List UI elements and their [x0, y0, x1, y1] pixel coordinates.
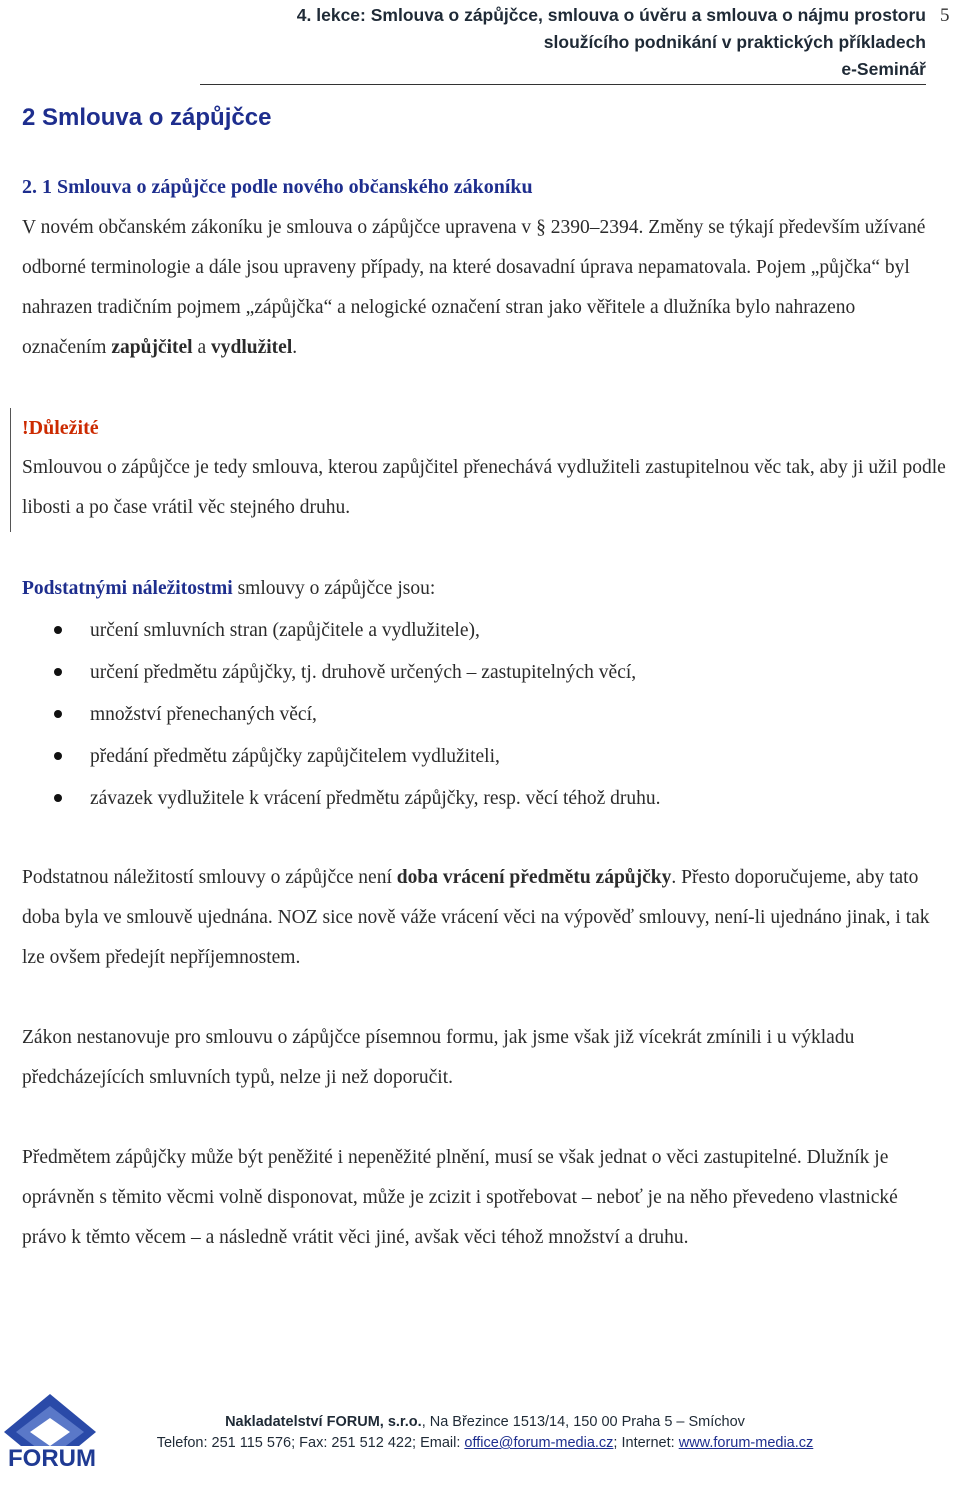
- list-item-text: množství přenechaných věcí,: [90, 704, 317, 725]
- footer-line-1: [140, 1412, 830, 1433]
- list-item-text: závazek vydlužitele k vrácení předmětu zápůjčky, resp. věcí téhož druhu.: [90, 788, 661, 809]
- forum-logo-icon: [0, 1392, 104, 1492]
- footer-address: , Na Březince 1513/14, 150 00 Praha 5 – Smíchov: [421, 1414, 745, 1430]
- section-title: 2 Smlouva o zápůjčce: [22, 104, 272, 131]
- essentials-bold: Podstatnými náležitostmi: [22, 578, 233, 599]
- footer-contact: Telefon: 251 115 576; Fax: 251 512 422; Email:: [156, 1435, 465, 1451]
- logo-text: FORUM: [8, 1445, 96, 1472]
- return-text-a: Podstatnou náležitostí smlouvy o zápůjčce není: [22, 867, 397, 888]
- intro-paragraph: [22, 208, 934, 368]
- list-item: [54, 654, 660, 696]
- important-text: Smlouvou o zápůjčce je tedy smlouva, kterou zapůjčitel přenechává vydlužiteli zastupitelnou věc tak, aby ji užil podle libosti a po čase vrátil věc stejného druhu.: [22, 457, 946, 518]
- form-paragraph: Zákon nestanovuje pro smlouvu o zápůjčce písemnou formu, jak jsme však již vícekrát zmínili i u výkladu předcházejících smluvních typů, nelze ji než doporučit.: [22, 1027, 855, 1088]
- essentials-intro: [22, 569, 934, 609]
- term-lender: zapůjčitel: [111, 337, 193, 358]
- header-line-2: sloužícího podnikání v praktických příkladech: [543, 32, 926, 52]
- list-item: [54, 696, 660, 738]
- bullet-icon: [54, 752, 62, 760]
- list-item-text: určení předmětu zápůjčky, tj. druhově určených – zastupitelných věcí,: [90, 662, 637, 683]
- running-header: [200, 2, 926, 85]
- list-item-text: určení smluvních stran (zapůjčitele a vydlužitele),: [90, 620, 480, 641]
- bullet-icon: [54, 626, 62, 634]
- page-number: 5: [940, 5, 950, 26]
- header-line-1: 4. lekce: Smlouva o zápůjčce, smlouva o úvěru a smlouva o nájmu prostoru: [296, 5, 926, 25]
- important-box: [10, 408, 946, 532]
- paragraph-sign: §: [536, 217, 546, 238]
- forum-logo: [0, 1392, 104, 1492]
- footer-web-link[interactable]: www.forum-media.cz: [678, 1435, 814, 1451]
- list-item-text: předání předmětu zápůjčky zapůjčitelem vydlužiteli,: [90, 746, 500, 767]
- subsection-title: 2. 1 Smlouva o zápůjčce podle nového občanského zákoníku: [22, 176, 533, 198]
- essentials-text: smlouvy o zápůjčce jsou:: [232, 578, 436, 599]
- return-date-paragraph: [22, 858, 934, 978]
- header-line-3: e-Seminář: [841, 59, 926, 79]
- page-footer: [140, 1412, 830, 1454]
- return-date-bold: doba vrácení předmětu zápůjčky: [396, 867, 672, 888]
- footer-email-link[interactable]: office@forum-media.cz: [464, 1435, 614, 1451]
- footer-internet-label: ; Internet:: [613, 1435, 679, 1451]
- footer-line-2: [140, 1433, 830, 1454]
- footer-company: Nakladatelství FORUM, s.r.o.: [225, 1414, 422, 1430]
- intro-text-c: a: [192, 337, 211, 358]
- return-text-b: . Přesto doporučujeme, aby tato doba byla ve smlouvě ujednána. NOZ sice nově váže vrácení věci na výpověď smlouvy, není-li ujednáno jinak, i tak lze ovšem předejít nepříjemnostem.: [22, 867, 930, 968]
- bullet-icon: [54, 710, 62, 718]
- bullet-icon: [54, 668, 62, 676]
- intro-text-b: 2390–2394. Změny se týkají především užívané odborné terminologie a dále jsou upraveny případy, na které dosavadní úprava nepamatovala. Pojem „půjčka“ byl nahrazen tradičním pojmem „zápůjčka“ a nelogické označení stran jako věřitele a dlužníka bylo nahrazeno označením: [22, 217, 926, 358]
- subject-paragraph: Předmětem zápůjčky může být peněžité i nepeněžité plnění, musí se však jednat o věci zastupitelné. Dlužník je oprávněn s těmito věcmi volně disponovat, může je zcizit i spotřebovat – neboť je na něho převedeno vlastnické právo k těmto věcem – a následně vrátit věci jiné, avšak věci téhož množství a druhu.: [22, 1147, 898, 1248]
- intro-text-a: V novém občanském zákoníku je smlouva o zápůjčce upravena v: [22, 217, 537, 238]
- essentials-list: [54, 612, 660, 822]
- important-title: !Důležité: [22, 417, 99, 439]
- list-item: [54, 780, 660, 822]
- term-borrower: vydlužitel: [210, 337, 293, 358]
- bullet-icon: [54, 794, 62, 802]
- list-item: [54, 738, 660, 780]
- list-item: [54, 612, 660, 654]
- intro-text-d: .: [292, 337, 298, 358]
